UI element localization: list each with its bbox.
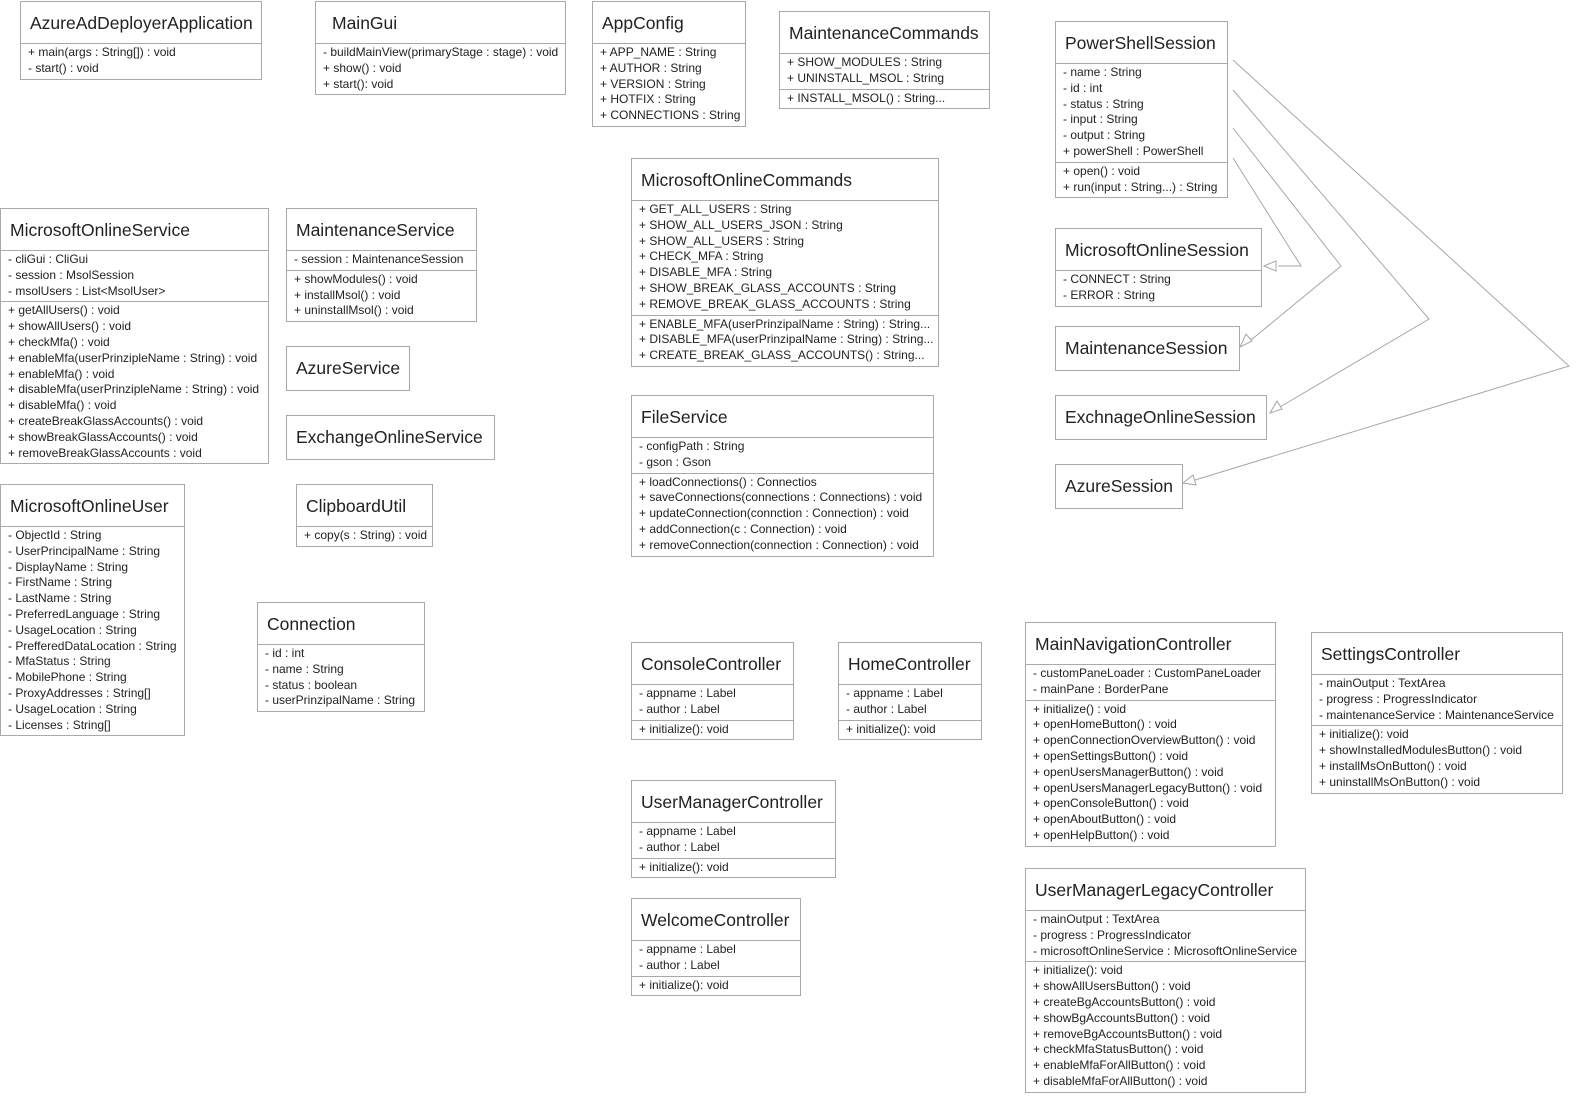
class-azure-session[interactable] bbox=[1055, 464, 1183, 509]
attribute: - customPaneLoader : CustomPaneLoader bbox=[1033, 666, 1262, 680]
method: + open() : void bbox=[1063, 163, 1141, 178]
method: + enableMfaForAllButton() : void bbox=[1033, 1058, 1206, 1073]
class-microsoft-online-service[interactable] bbox=[0, 208, 269, 464]
class-user-manager-controller[interactable] bbox=[631, 780, 836, 878]
method: + initialize(): void bbox=[1319, 727, 1409, 742]
attribute: - appname : Label bbox=[639, 686, 736, 700]
class-home-controller[interactable] bbox=[838, 642, 982, 740]
attribute: - appname : Label bbox=[846, 686, 943, 700]
methods-section bbox=[297, 526, 432, 546]
method: + showBgAccountsButton() : void bbox=[1033, 1010, 1211, 1025]
attribute: + UNINSTALL_MSOL : String bbox=[787, 70, 945, 85]
attributes-section bbox=[1056, 63, 1227, 162]
class-name: MicrosoftOnlineSession bbox=[1065, 240, 1249, 260]
attributes-section bbox=[1026, 664, 1275, 700]
attribute: + SHOW_ALL_USERS_JSON : String bbox=[639, 217, 843, 232]
attributes-section bbox=[780, 53, 989, 89]
class-name: MainNavigationController bbox=[1035, 634, 1232, 654]
class-maintenance-session[interactable] bbox=[1055, 326, 1240, 371]
method: + run(input : String...) : String bbox=[1063, 179, 1218, 194]
attribute: - author : Label bbox=[639, 957, 720, 972]
attribute: + REMOVE_BREAK_GLASS_ACCOUNTS : String bbox=[639, 296, 911, 311]
attribute: - id : int bbox=[1063, 80, 1103, 95]
attribute: - author : Label bbox=[639, 839, 720, 854]
class-file-service[interactable] bbox=[631, 395, 934, 557]
class-name: MainGui bbox=[332, 13, 398, 33]
method: + createBgAccountsButton() : void bbox=[1033, 994, 1216, 1009]
method: + enableMfa(userPrinzipleName : String) : void bbox=[8, 350, 258, 365]
attribute: + APP_NAME : String bbox=[600, 45, 717, 59]
class-name: MaintenanceCommands bbox=[789, 23, 979, 43]
attributes-section bbox=[258, 644, 424, 711]
attribute: + GET_ALL_USERS : String bbox=[639, 202, 792, 216]
attributes-section bbox=[632, 684, 793, 720]
class-microsoft-online-commands[interactable] bbox=[631, 158, 939, 367]
method: + addConnection(c : Connection) : void bbox=[639, 521, 847, 536]
attribute: - mainOutput : TextArea bbox=[1033, 912, 1160, 926]
class-name: ClipboardUtil bbox=[306, 496, 407, 516]
method: + getAllUsers() : void bbox=[8, 303, 120, 318]
method: + loadConnections() : Connectios bbox=[639, 474, 817, 489]
class-name: MicrosoftOnlineService bbox=[10, 220, 190, 240]
attribute: - LastName : String bbox=[8, 591, 112, 606]
class-maintenance-commands[interactable] bbox=[779, 11, 990, 109]
attribute: - name : String bbox=[1063, 65, 1142, 79]
method: + removeBreakGlassAccounts : void bbox=[8, 445, 202, 460]
arrow-exchnage-online-session bbox=[1233, 90, 1429, 407]
methods-section bbox=[632, 720, 793, 740]
attributes-section bbox=[1, 250, 268, 301]
class-name: UserManagerController bbox=[641, 792, 823, 812]
attribute: - CONNECT : String bbox=[1063, 272, 1171, 286]
attribute: - UserPrincipalName : String bbox=[8, 543, 161, 558]
class-name: SettingsController bbox=[1321, 644, 1461, 664]
attribute: - id : int bbox=[265, 646, 305, 660]
attributes-section bbox=[632, 200, 938, 315]
methods-section bbox=[1312, 725, 1562, 792]
attribute: - ObjectId : String bbox=[8, 528, 102, 542]
attribute: + powerShell : PowerShell bbox=[1063, 143, 1204, 158]
class-name: ConsoleController bbox=[641, 654, 782, 674]
class-name: PowerShellSession bbox=[1065, 33, 1216, 53]
method: + disableMfa(userPrinzipleName : String) : void bbox=[8, 382, 260, 397]
method: + removeConnection(connection : Connection) : void bbox=[639, 537, 919, 552]
method: + copy(s : String) : void bbox=[304, 528, 428, 542]
attribute: - gson : Gson bbox=[639, 454, 712, 469]
attributes-section bbox=[632, 437, 933, 473]
method: + uninstallMsol() : void bbox=[294, 303, 414, 318]
arrowhead-azure-session bbox=[1183, 475, 1196, 485]
attribute: + CHECK_MFA : String bbox=[639, 249, 764, 264]
attributes-section bbox=[839, 684, 981, 720]
attribute: - cliGui : CliGui bbox=[8, 252, 89, 266]
class-clipboard-util[interactable] bbox=[296, 484, 433, 547]
attribute: - author : Label bbox=[846, 701, 927, 716]
method: + showAllUsers() : void bbox=[8, 319, 132, 334]
attributes-section bbox=[593, 43, 745, 126]
class-name: HomeController bbox=[848, 654, 971, 674]
attributes-section bbox=[632, 940, 800, 976]
method: + enableMfa() : void bbox=[8, 366, 115, 381]
attribute: - ERROR : String bbox=[1063, 287, 1156, 302]
methods-section bbox=[632, 858, 835, 878]
methods-section bbox=[316, 43, 565, 94]
class-name: MaintenanceSession bbox=[1065, 338, 1228, 358]
method: - start() : void bbox=[28, 60, 99, 75]
methods-section bbox=[780, 89, 989, 109]
attribute: - status : boolean bbox=[265, 677, 358, 692]
attribute: - session : MsolSession bbox=[8, 267, 135, 282]
class-name: MicrosoftOnlineUser bbox=[10, 496, 169, 516]
class-settings-controller[interactable] bbox=[1311, 632, 1563, 794]
method: + disableMfa() : void bbox=[8, 398, 117, 413]
method: + updateConnection(conncti​on : Connection) : void bbox=[639, 506, 909, 521]
method: + openHomeButton() : void bbox=[1033, 717, 1177, 732]
attribute: - Licenses : String[] bbox=[8, 717, 111, 732]
class-welcome-controller[interactable] bbox=[631, 898, 801, 996]
class-name: FileService bbox=[641, 407, 728, 427]
method: + ENABLE_MFA(userPrinzipalName : String) : String... bbox=[639, 316, 931, 331]
method: + showInstalledModulesButton() : void bbox=[1319, 743, 1523, 758]
attribute: + DISABLE_MFA : String bbox=[639, 265, 773, 280]
arrowhead-microsoft-online-session bbox=[1264, 261, 1276, 271]
attributes-section bbox=[1312, 674, 1562, 725]
class-azure-service[interactable] bbox=[286, 346, 410, 391]
method: + saveConnections(connections : Connections) : void bbox=[639, 490, 923, 505]
attribute: + SHOW_BREAK_GLASS_ACCOUNTS : String bbox=[639, 280, 897, 295]
attribute: - ProxyAddresses : String[] bbox=[8, 685, 151, 700]
class-exchnage-online-session[interactable] bbox=[1055, 395, 1267, 440]
class-name: AzureSession bbox=[1065, 476, 1173, 496]
attribute: - MfaStatus : String bbox=[8, 654, 111, 669]
attributes-section bbox=[1026, 910, 1305, 961]
class-main-gui[interactable] bbox=[315, 1, 566, 95]
method: + showModules() : void bbox=[294, 271, 418, 286]
methods-section bbox=[1056, 162, 1227, 198]
method: + createBreakGlassAccounts() : void bbox=[8, 413, 204, 428]
attributes-section bbox=[287, 250, 476, 270]
method: + initialize(): void bbox=[1033, 963, 1123, 978]
attribute: - FirstName : String bbox=[8, 575, 113, 590]
attribute: - progress : ProgressIndicator bbox=[1033, 927, 1192, 942]
class-maintenance-service[interactable] bbox=[286, 208, 477, 322]
attribute: + HOTFIX : String bbox=[600, 92, 696, 107]
method: + openUsersManagerLegacyButton() : void bbox=[1033, 780, 1263, 795]
attributes-section bbox=[632, 822, 835, 858]
attribute: - session : MaintenanceSession bbox=[294, 252, 464, 266]
class-name: AppConfig bbox=[602, 13, 684, 33]
attribute: + VERSION : String bbox=[600, 76, 706, 91]
attributes-section bbox=[1056, 270, 1261, 306]
class-connection[interactable] bbox=[257, 602, 425, 712]
method: + removeBgAccountsButton() : void bbox=[1033, 1026, 1223, 1041]
method: + showBreakGlassAccounts() : void bbox=[8, 429, 198, 444]
methods-section bbox=[1026, 700, 1275, 846]
method: + show() : void bbox=[323, 60, 402, 75]
attribute: - output : String bbox=[1063, 128, 1146, 143]
method: + CREATE_BREAK_GLASS_ACCOUNTS() : String... bbox=[639, 348, 925, 363]
class-microsoft-online-user[interactable] bbox=[0, 484, 185, 736]
method: + showAllUsersButton() : void bbox=[1033, 979, 1191, 994]
attribute: - MobilePhone : String bbox=[8, 670, 127, 685]
class-name: ExchangeOnlineService bbox=[296, 427, 483, 447]
attribute: - appname : Label bbox=[639, 942, 736, 956]
method: + initialize(): void bbox=[639, 721, 729, 736]
method: + disableMfaForAllButton() : void bbox=[1033, 1073, 1208, 1088]
method: + openConnectionOverviewButton() : void bbox=[1033, 733, 1256, 748]
attribute: - DisplayName : String bbox=[8, 559, 129, 574]
method: + DISABLE_MFA(userPrinzipalName : String) : String... bbox=[639, 332, 934, 347]
method: + initialize(): void bbox=[639, 977, 729, 992]
method: + openConsoleButton() : void bbox=[1033, 796, 1189, 811]
attribute: - progress : ProgressIndicator bbox=[1319, 691, 1478, 706]
method: + checkMfa() : void bbox=[8, 334, 110, 349]
attribute: - mainPane : BorderPane bbox=[1033, 681, 1169, 696]
class-console-controller[interactable] bbox=[631, 642, 794, 740]
method: + checkMfaStatusButton() : void bbox=[1033, 1042, 1204, 1057]
method: - buildMainView(primaryStage : stage) : void bbox=[323, 45, 559, 59]
attribute: - input : String bbox=[1063, 112, 1138, 127]
class-name: WelcomeController bbox=[641, 910, 790, 930]
methods-section bbox=[21, 43, 261, 79]
arrowhead-maintenance-session bbox=[1240, 334, 1252, 347]
attribute: - appname : Label bbox=[639, 824, 736, 838]
attribute: - UsageLocation : String bbox=[8, 701, 137, 716]
class-name: MaintenanceService bbox=[296, 220, 455, 240]
class-powershell-session[interactable] bbox=[1055, 21, 1228, 198]
attribute: - PreferredLanguage : String bbox=[8, 606, 161, 621]
attribute: + AUTHOR : String bbox=[600, 60, 702, 75]
attribute: - userPrinzipalName : String bbox=[265, 693, 416, 708]
arrowhead-exchnage-online-session bbox=[1270, 401, 1282, 413]
attribute: - status : String bbox=[1063, 96, 1144, 111]
method: + openUsersManagerButton() : void bbox=[1033, 764, 1224, 779]
method: + openHelpButton() : void bbox=[1033, 827, 1170, 842]
method: + uninstallMsOnButton() : void bbox=[1319, 774, 1481, 789]
class-microsoft-online-session[interactable] bbox=[1055, 228, 1262, 307]
method: + initialize() : void bbox=[1033, 701, 1127, 716]
attributes-section bbox=[1, 526, 184, 735]
attribute: + CONNECTIONS : String bbox=[600, 108, 741, 123]
attribute: + SHOW_MODULES : String bbox=[787, 55, 943, 69]
method: + INSTALL_MSOL() : String... bbox=[787, 90, 946, 105]
class-app-config[interactable] bbox=[592, 1, 746, 127]
attribute: - maintenanceService : MaintenanceService bbox=[1319, 707, 1554, 722]
method: + openSettingsButton() : void bbox=[1033, 748, 1189, 763]
method: + openAboutButton() : void bbox=[1033, 812, 1177, 827]
method: + initialize(): void bbox=[639, 859, 729, 874]
method: + main(args : String[]) : void bbox=[28, 45, 176, 59]
methods-section bbox=[632, 473, 933, 556]
attribute: - microsoftOnlineService : MicrosoftOnlineService bbox=[1033, 943, 1298, 958]
class-exchange-online-service[interactable] bbox=[286, 415, 495, 460]
class-main-navigation-controller[interactable] bbox=[1025, 622, 1276, 847]
class-user-manager-legacy-controller[interactable] bbox=[1025, 868, 1306, 1093]
methods-section bbox=[632, 976, 800, 996]
class-name: ExchnageOnlineSession bbox=[1065, 407, 1256, 427]
methods-section bbox=[287, 270, 476, 321]
attribute: - configPath : String bbox=[639, 439, 745, 453]
method: + installMsol() : void bbox=[294, 287, 401, 302]
method: + initialize(): void bbox=[846, 721, 936, 736]
methods-section bbox=[1, 301, 268, 463]
class-name: Connection bbox=[267, 614, 356, 634]
method: + installMsOnButton() : void bbox=[1319, 758, 1467, 773]
attribute: - mainOutput : TextArea bbox=[1319, 676, 1446, 690]
class-name: AzureService bbox=[296, 358, 401, 378]
attribute: + SHOW_ALL_USERS : String bbox=[639, 233, 805, 248]
attribute: - UsageLocation : String bbox=[8, 622, 137, 637]
methods-section bbox=[1026, 961, 1305, 1091]
attribute: - msolUsers : List<MsolUser> bbox=[8, 283, 166, 298]
attribute: - name : String bbox=[265, 661, 344, 676]
attribute: - author : Label bbox=[639, 701, 720, 716]
class-name: UserManagerLegacyController bbox=[1035, 880, 1274, 900]
methods-section bbox=[632, 315, 938, 366]
method: + start(): void bbox=[323, 76, 394, 91]
attribute: - PrefferedDataLocation : String bbox=[8, 638, 177, 653]
methods-section bbox=[839, 720, 981, 740]
class-name: AzureAdDeployerApplication bbox=[30, 13, 253, 33]
class-name: MicrosoftOnlineCommands bbox=[641, 170, 853, 190]
class-azure-ad-deployer-application[interactable] bbox=[20, 1, 262, 80]
